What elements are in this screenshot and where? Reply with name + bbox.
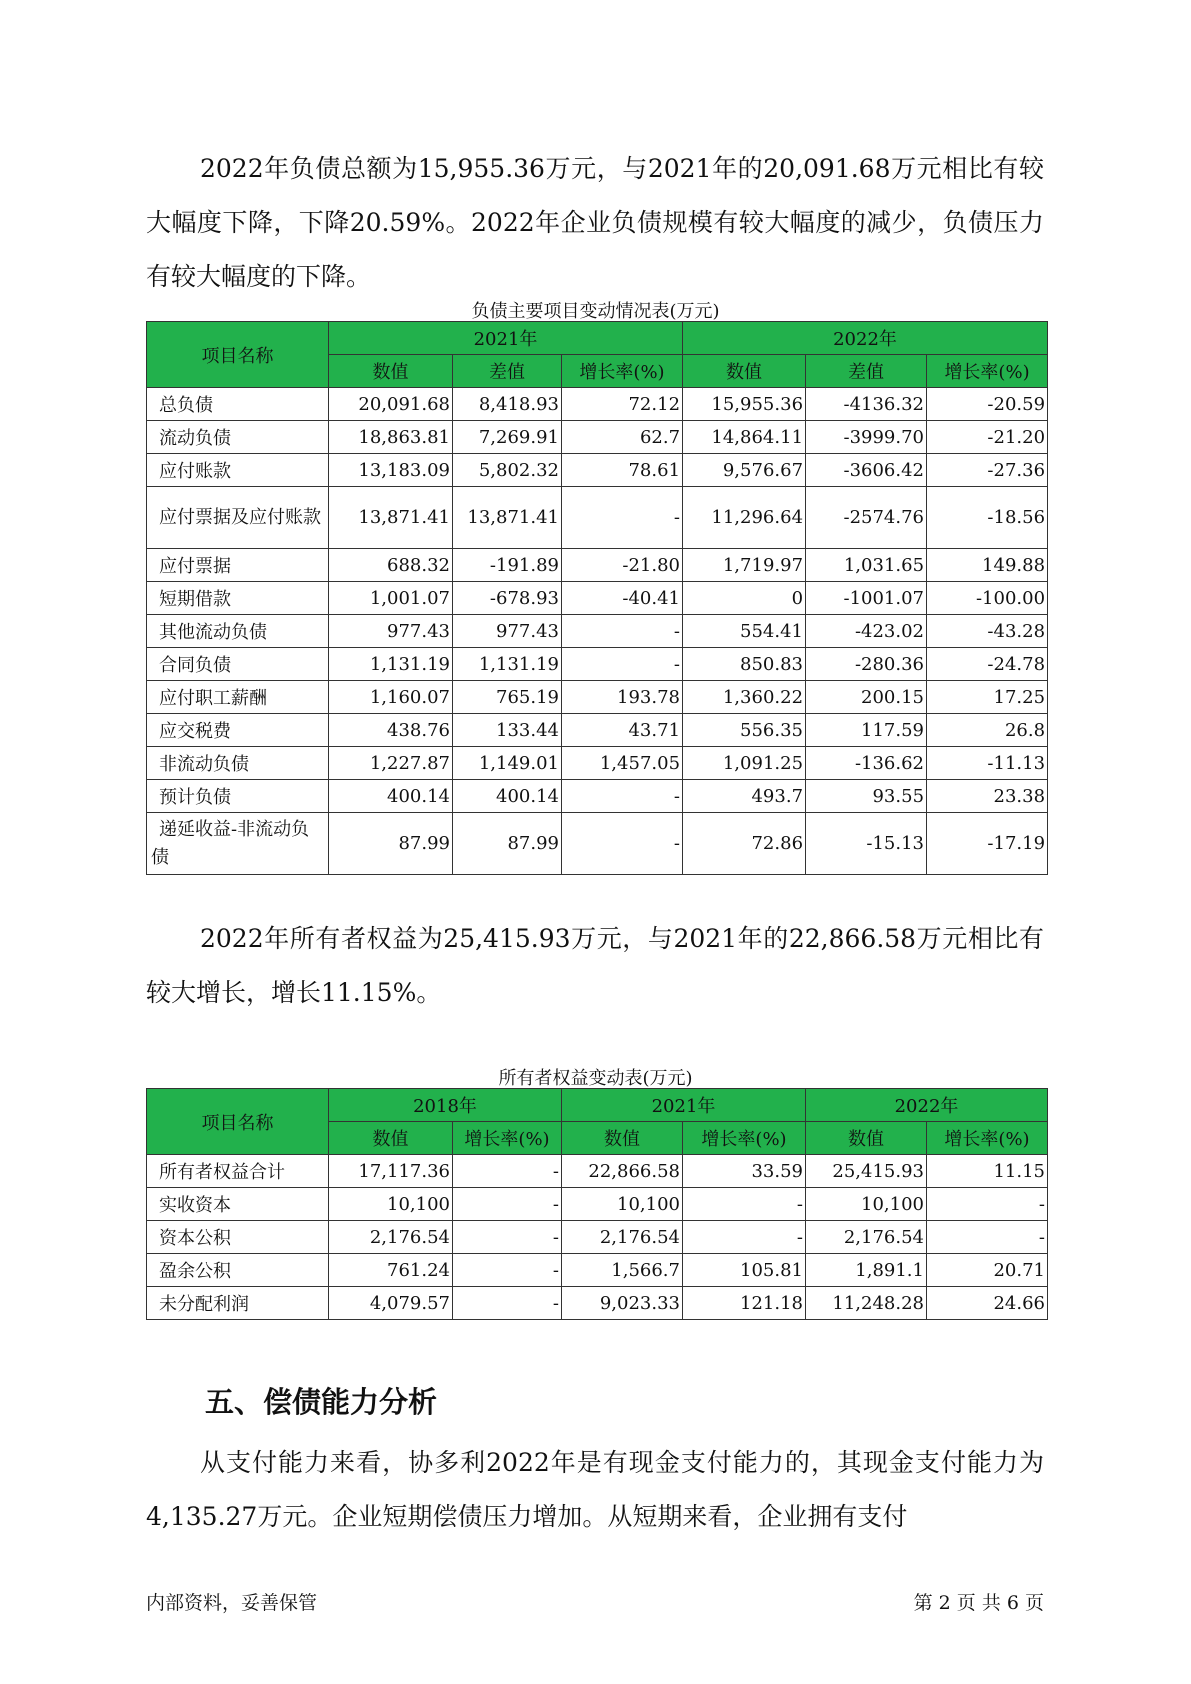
row-label: 非流动负债 <box>147 747 329 780</box>
cell: 33.59 <box>683 1155 806 1188</box>
cell: -15.13 <box>806 813 927 875</box>
table1-group-2021: 2021年 <box>329 322 683 355</box>
cell: - <box>927 1221 1048 1254</box>
table1-subheader: 差值 <box>453 355 562 388</box>
cell: -24.78 <box>927 648 1048 681</box>
cell: 400.14 <box>453 780 562 813</box>
cell: 556.35 <box>683 714 806 747</box>
cell: 22,866.58 <box>562 1155 683 1188</box>
row-label: 应付票据 <box>147 549 329 582</box>
cell: 17.25 <box>927 681 1048 714</box>
footer-confidential-note: 内部资料，妥善保管 <box>146 1592 318 1614</box>
cell: 133.44 <box>453 714 562 747</box>
cell: - <box>453 1221 562 1254</box>
table-row <box>147 1287 1048 1320</box>
cell: 25,415.93 <box>806 1155 927 1188</box>
cell: 1,031.65 <box>806 549 927 582</box>
cell: - <box>683 1188 806 1221</box>
row-label: 递延收益-非流动负债 <box>147 813 329 875</box>
cell: -280.36 <box>806 648 927 681</box>
table1-group-2022: 2022年 <box>683 322 1048 355</box>
cell: 13,183.09 <box>329 454 453 487</box>
cell: 1,360.22 <box>683 681 806 714</box>
cell: 78.61 <box>562 454 683 487</box>
cell: 20,091.68 <box>329 388 453 421</box>
cell: -17.19 <box>927 813 1048 875</box>
cell: 26.8 <box>927 714 1048 747</box>
cell: 23.38 <box>927 780 1048 813</box>
table-row <box>147 1254 1048 1287</box>
cell: 1,227.87 <box>329 747 453 780</box>
table-row <box>147 747 1048 780</box>
table2-group-2021: 2021年 <box>562 1089 806 1122</box>
table1-name-header: 项目名称 <box>147 322 329 388</box>
cell: -18.56 <box>927 487 1048 549</box>
row-label: 总负债 <box>147 388 329 421</box>
cell: -40.41 <box>562 582 683 615</box>
cell: -21.20 <box>927 421 1048 454</box>
row-label: 其他流动负债 <box>147 615 329 648</box>
cell: 10,100 <box>806 1188 927 1221</box>
liabilities-table <box>146 321 1048 875</box>
table2-group-2022: 2022年 <box>806 1089 1048 1122</box>
cell: - <box>453 1287 562 1320</box>
cell: -3999.70 <box>806 421 927 454</box>
cell: - <box>683 1221 806 1254</box>
row-label: 盈余公积 <box>147 1254 329 1287</box>
cell: 400.14 <box>329 780 453 813</box>
cell: 1,160.07 <box>329 681 453 714</box>
cell: 765.19 <box>453 681 562 714</box>
cell: 62.7 <box>562 421 683 454</box>
cell: 761.24 <box>329 1254 453 1287</box>
cell: 7,269.91 <box>453 421 562 454</box>
cell: 87.99 <box>329 813 453 875</box>
cell: -1001.07 <box>806 582 927 615</box>
table-row <box>147 780 1048 813</box>
cell: 977.43 <box>329 615 453 648</box>
cell: 24.66 <box>927 1287 1048 1320</box>
cell: 493.7 <box>683 780 806 813</box>
equity-table <box>146 1088 1048 1320</box>
cell: -43.28 <box>927 615 1048 648</box>
row-label: 未分配利润 <box>147 1287 329 1320</box>
cell: 93.55 <box>806 780 927 813</box>
cell: 4,079.57 <box>329 1287 453 1320</box>
table2-subheader: 增长率(%) <box>453 1122 562 1155</box>
table1-caption: 负债主要项目变动情况表(万元) <box>471 301 720 322</box>
cell: 850.83 <box>683 648 806 681</box>
cell: 121.18 <box>683 1287 806 1320</box>
table-row <box>147 1155 1048 1188</box>
cell: 149.88 <box>927 549 1048 582</box>
cell: - <box>453 1188 562 1221</box>
cell: 0 <box>683 582 806 615</box>
cell: -4136.32 <box>806 388 927 421</box>
cell: 1,131.19 <box>329 648 453 681</box>
cell: 554.41 <box>683 615 806 648</box>
table1-subheader: 增长率(%) <box>927 355 1048 388</box>
cell: 15,955.36 <box>683 388 806 421</box>
table2-subheader: 数值 <box>329 1122 453 1155</box>
table-row <box>147 813 1048 875</box>
cell: 117.59 <box>806 714 927 747</box>
row-label: 资本公积 <box>147 1221 329 1254</box>
cell: -191.89 <box>453 549 562 582</box>
table-row <box>147 714 1048 747</box>
cell: 10,100 <box>329 1188 453 1221</box>
row-label: 应付账款 <box>147 454 329 487</box>
cell: 1,001.07 <box>329 582 453 615</box>
cell: 193.78 <box>562 681 683 714</box>
table1-subheader: 增长率(%) <box>562 355 683 388</box>
cell: 200.15 <box>806 681 927 714</box>
cell: -20.59 <box>927 388 1048 421</box>
cell: 1,891.1 <box>806 1254 927 1287</box>
cell: 1,719.97 <box>683 549 806 582</box>
cell: - <box>562 487 683 549</box>
table1-subheader: 数值 <box>329 355 453 388</box>
table2-group-2018: 2018年 <box>329 1089 562 1122</box>
table-row <box>147 1188 1048 1221</box>
section-heading: 五、偿债能力分析 <box>205 1385 438 1419</box>
table-row <box>147 388 1048 421</box>
cell: 1,566.7 <box>562 1254 683 1287</box>
cell: - <box>927 1188 1048 1221</box>
cell: 13,871.41 <box>329 487 453 549</box>
cell: 1,091.25 <box>683 747 806 780</box>
row-label: 短期借款 <box>147 582 329 615</box>
table-row <box>147 549 1048 582</box>
cell: - <box>562 648 683 681</box>
row-label: 应付职工薪酬 <box>147 681 329 714</box>
cell: 9,023.33 <box>562 1287 683 1320</box>
paragraph-equity: 2022年所有者权益为25,415.93万元，与2021年的22,866.58万元相比有较大增长，增长11.15%。 <box>146 924 1044 1007</box>
row-label: 预计负债 <box>147 780 329 813</box>
cell: 9,576.67 <box>683 454 806 487</box>
cell: -136.62 <box>806 747 927 780</box>
table2-subheader: 增长率(%) <box>683 1122 806 1155</box>
cell: 5,802.32 <box>453 454 562 487</box>
table1-subheader: 差值 <box>806 355 927 388</box>
cell: 688.32 <box>329 549 453 582</box>
cell: 438.76 <box>329 714 453 747</box>
cell: 2,176.54 <box>562 1221 683 1254</box>
cell: 72.86 <box>683 813 806 875</box>
paragraph-liabilities: 2022年负债总额为15,955.36万元，与2021年的20,091.68万元相比有较大幅度下降，下降20.59%。2022年企业负债规模有较大幅度的减少，负债压力有较大幅度的下降。 <box>146 154 1044 291</box>
cell: 2,176.54 <box>329 1221 453 1254</box>
cell: - <box>562 615 683 648</box>
cell: -678.93 <box>453 582 562 615</box>
cell: - <box>453 1155 562 1188</box>
cell: - <box>562 780 683 813</box>
table-row <box>147 1221 1048 1254</box>
table-row <box>147 615 1048 648</box>
cell: 13,871.41 <box>453 487 562 549</box>
cell: 1,149.01 <box>453 747 562 780</box>
cell: -423.02 <box>806 615 927 648</box>
cell: 17,117.36 <box>329 1155 453 1188</box>
table2-name-header: 项目名称 <box>147 1089 329 1155</box>
cell: -27.36 <box>927 454 1048 487</box>
cell: 72.12 <box>562 388 683 421</box>
table2-subheader: 数值 <box>562 1122 683 1155</box>
cell: -100.00 <box>927 582 1048 615</box>
table2-subheader: 增长率(%) <box>927 1122 1048 1155</box>
table-row <box>147 454 1048 487</box>
cell: -3606.42 <box>806 454 927 487</box>
row-label: 流动负债 <box>147 421 329 454</box>
cell: 20.71 <box>927 1254 1048 1287</box>
cell: 10,100 <box>562 1188 683 1221</box>
cell: - <box>453 1254 562 1287</box>
cell: 977.43 <box>453 615 562 648</box>
cell: 18,863.81 <box>329 421 453 454</box>
cell: 2,176.54 <box>806 1221 927 1254</box>
cell: 1,131.19 <box>453 648 562 681</box>
paragraph-solvency: 从支付能力来看，协多利2022年是有现金支付能力的，其现金支付能力为4,135.27万元。企业短期偿债压力增加。从短期来看，企业拥有支付 <box>146 1448 1044 1531</box>
cell: 8,418.93 <box>453 388 562 421</box>
page-number: 第 2 页 共 6 页 <box>913 1592 1044 1614</box>
row-label: 应付票据及应付账款 <box>147 487 329 549</box>
table2-subheader: 数值 <box>806 1122 927 1155</box>
table1-subheader: 数值 <box>683 355 806 388</box>
cell: 14,864.11 <box>683 421 806 454</box>
row-label: 应交税费 <box>147 714 329 747</box>
table-row <box>147 421 1048 454</box>
cell: 11,296.64 <box>683 487 806 549</box>
cell: - <box>562 813 683 875</box>
cell: 11.15 <box>927 1155 1048 1188</box>
cell: -2574.76 <box>806 487 927 549</box>
table-row <box>147 648 1048 681</box>
table-row <box>147 582 1048 615</box>
table-row <box>147 681 1048 714</box>
cell: -11.13 <box>927 747 1048 780</box>
cell: -21.80 <box>562 549 683 582</box>
cell: 105.81 <box>683 1254 806 1287</box>
row-label: 所有者权益合计 <box>147 1155 329 1188</box>
cell: 43.71 <box>562 714 683 747</box>
cell: 87.99 <box>453 813 562 875</box>
cell: 11,248.28 <box>806 1287 927 1320</box>
row-label: 合同负债 <box>147 648 329 681</box>
cell: 1,457.05 <box>562 747 683 780</box>
table2-caption: 所有者权益变动表(万元) <box>498 1068 693 1089</box>
row-label: 实收资本 <box>147 1188 329 1221</box>
table-row <box>147 487 1048 549</box>
